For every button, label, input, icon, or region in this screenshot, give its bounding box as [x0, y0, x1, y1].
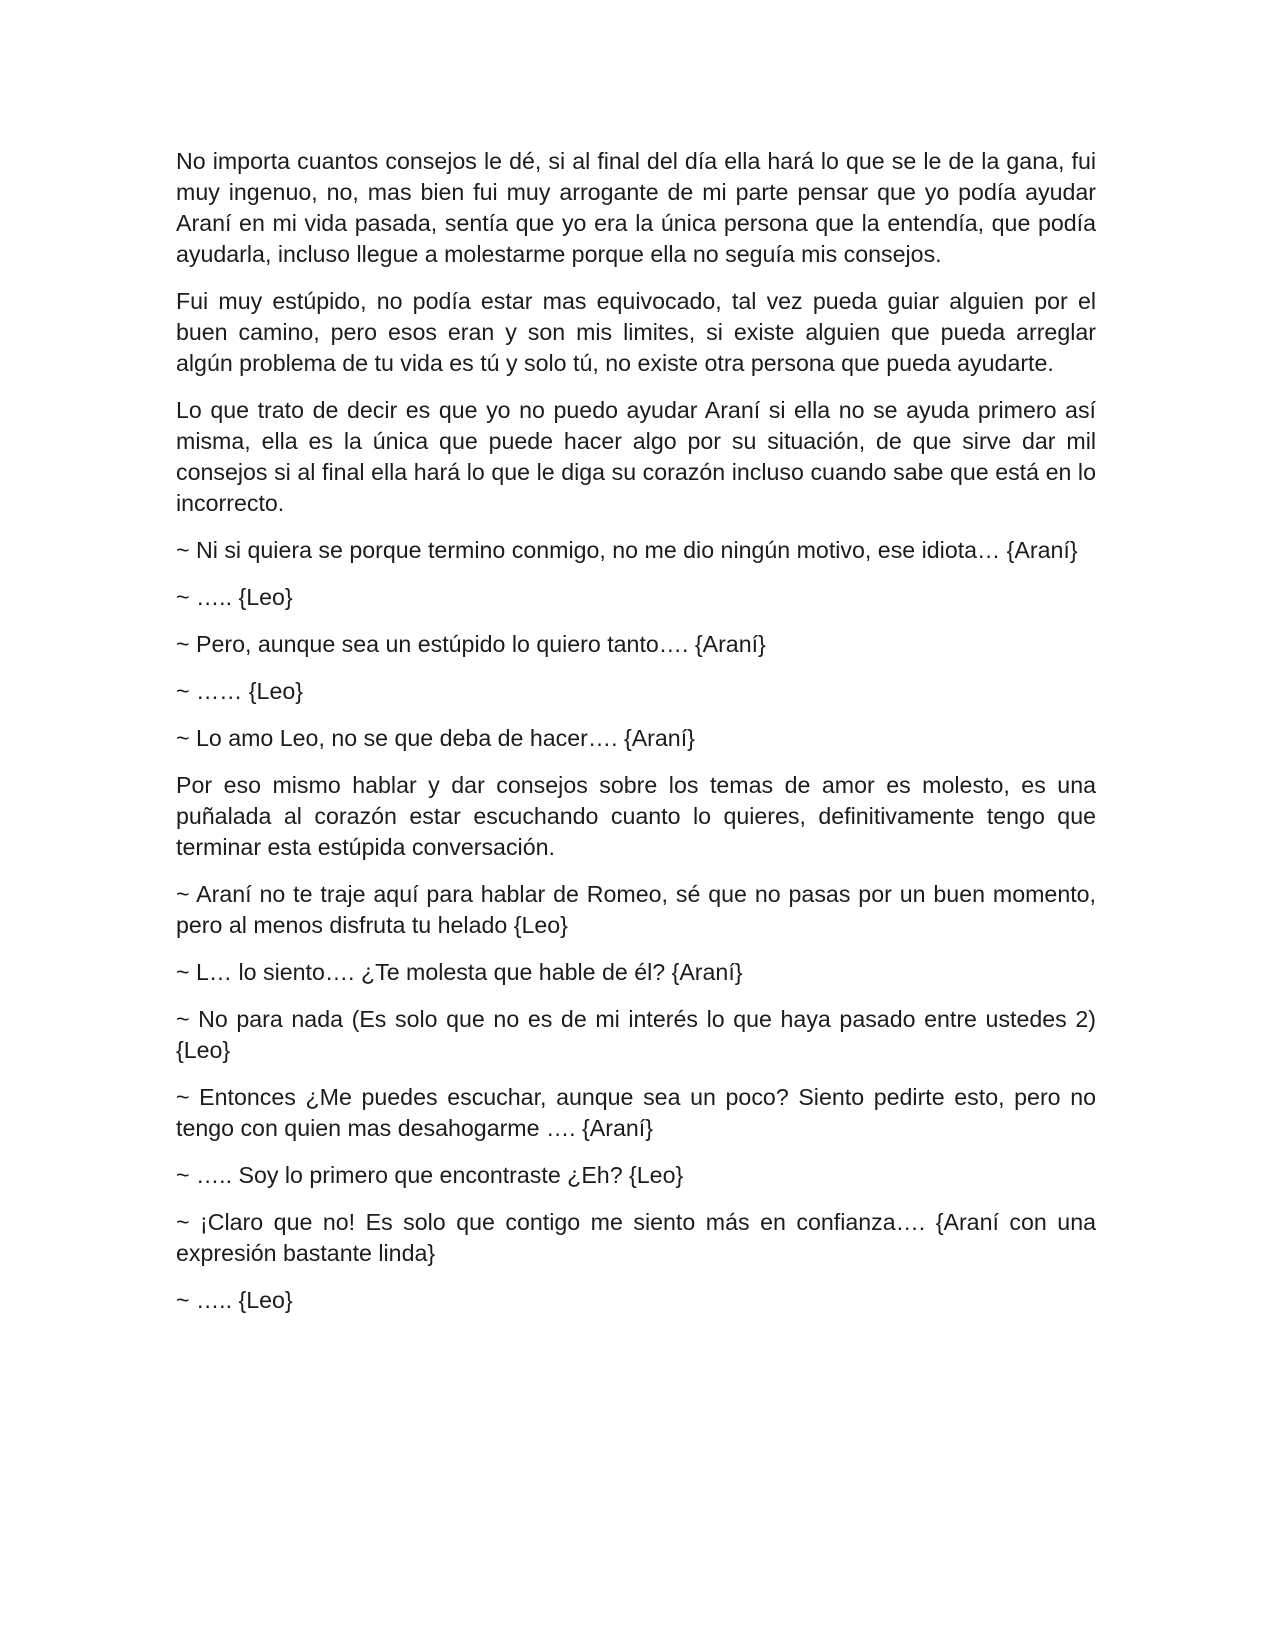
dialogue-line: ~ Entonces ¿Me puedes escuchar, aunque sea un poco? Siento pedirte esto, pero no tengo con quien mas desahogarme …. {Araní}: [176, 1084, 1096, 1141]
narration-paragraph: Fui muy estúpido, no podía estar mas equivocado, tal vez pueda guiar alguien por el buen camino, pero esos eran y son mis limites, si existe alguien que pueda arreglar algún problema de tu vida es tú y solo tú, no existe otra persona que pueda ayudarte.: [176, 288, 1096, 376]
dialogue-line: ~ ….. {Leo}: [176, 584, 293, 610]
dialogue-line: ~ No para nada (Es solo que no es de mi interés lo que haya pasado entre ustedes 2) {Leo}: [176, 1006, 1096, 1063]
narration-paragraph: Por eso mismo hablar y dar consejos sobre los temas de amor es molesto, es una puñalada al corazón estar escuchando cuanto lo quieres, definitivamente tengo que terminar esta estúpida conversación.: [176, 772, 1096, 860]
document-page: [176, 146, 1096, 1332]
dialogue-line: ~ L… lo siento…. ¿Te molesta que hable de él? {Araní}: [176, 959, 743, 985]
dialogue-line: ~ Lo amo Leo, no se que deba de hacer…. {Araní}: [176, 725, 695, 751]
dialogue-line: ~ Araní no te traje aquí para hablar de Romeo, sé que no pasas por un buen momento, pero al menos disfruta tu helado {Leo}: [176, 881, 1096, 938]
narration-paragraph: Lo que trato de decir es que yo no puedo ayudar Araní si ella no se ayuda primero así misma, ella es la única que puede hacer algo por su situación, de que sirve dar mil consejos si al final ella hará lo que le diga su corazón incluso cuando sabe que está en lo incorrecto.: [176, 397, 1096, 516]
dialogue-line: ~ ¡Claro que no! Es solo que contigo me siento más en confianza…. {Araní con una expresión bastante linda}: [176, 1209, 1096, 1266]
dialogue-line: ~ ….. Soy lo primero que encontraste ¿Eh? {Leo}: [176, 1162, 684, 1188]
dialogue-line: ~ Pero, aunque sea un estúpido lo quiero tanto…. {Araní}: [176, 631, 766, 657]
dialogue-line: ~ Ni si quiera se porque termino conmigo, no me dio ningún motivo, ese idiota… {Araní}: [176, 537, 1078, 563]
narration-paragraph: No importa cuantos consejos le dé, si al final del día ella hará lo que se le de la gana, fui muy ingenuo, no, mas bien fui muy arrogante de mi parte pensar que yo podía ayudar Araní en mi vida pasada, sentía que yo era la única persona que la entendía, que podía ayudarla, incluso llegue a molestarme porque ella no seguía mis consejos.: [176, 148, 1096, 267]
dialogue-line: ~ ….. {Leo}: [176, 1287, 293, 1313]
dialogue-line: ~ …… {Leo}: [176, 678, 303, 704]
